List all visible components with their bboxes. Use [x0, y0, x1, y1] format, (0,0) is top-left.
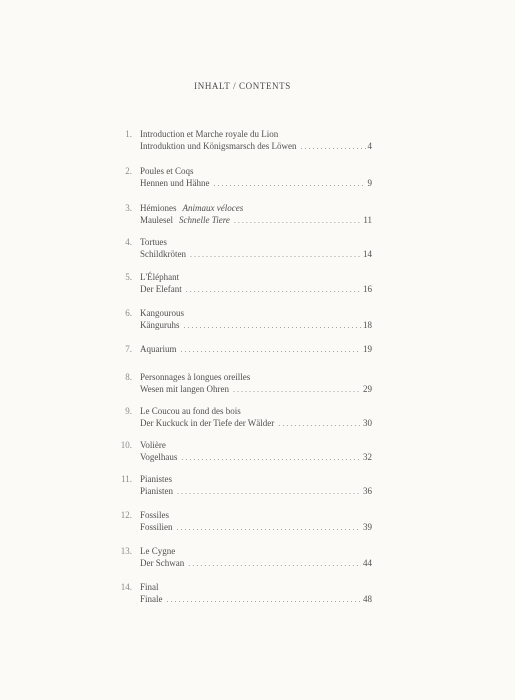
- toc-entry-french-title: [140, 581, 372, 593]
- toc-entry-french-title: [140, 307, 372, 319]
- toc-german-text: Der Schwan: [140, 558, 185, 568]
- toc-german-text: Finale: [140, 594, 163, 604]
- dot-leader: [177, 522, 361, 534]
- toc-entry: [110, 473, 372, 497]
- toc-entry: [110, 343, 372, 355]
- toc-page-number: 4: [367, 141, 372, 151]
- toc-entry-german-title: [140, 593, 372, 605]
- toc-page-number: 29: [363, 384, 372, 394]
- toc-entry: [110, 405, 372, 429]
- toc-entry-number: 4.: [125, 237, 132, 247]
- toc-page-number: 48: [363, 594, 372, 604]
- dot-leader: [167, 594, 362, 606]
- toc-french-text: Volière: [140, 440, 166, 450]
- toc-entry-number: 12.: [120, 510, 132, 520]
- toc-entry-french-title: [140, 545, 372, 557]
- toc-entry-number: 11.: [121, 474, 132, 484]
- toc-entry-number: 3.: [125, 203, 132, 213]
- toc-entry: [110, 271, 372, 295]
- toc-entry-german-title: [140, 214, 372, 226]
- dot-leader: [213, 178, 365, 190]
- toc-entry-german-title: [140, 417, 372, 429]
- toc-french-text: Kangourous: [140, 308, 184, 318]
- toc-french-text: Le Coucou au fond des bois: [140, 406, 241, 416]
- toc-page-number: 11: [363, 215, 372, 225]
- toc-entry-french-title: [140, 405, 372, 417]
- toc-entry-french-title: [140, 165, 372, 177]
- toc-entry-french-title: [140, 439, 372, 451]
- toc-entry-number: 6.: [125, 308, 132, 318]
- toc-entry: [110, 509, 372, 533]
- toc-german-subtitle: Schnelle Tiere: [179, 215, 230, 225]
- toc-german-text: Vogelhaus: [140, 452, 178, 462]
- toc-french-text: Personnages à longues oreilles: [140, 372, 251, 382]
- toc-entry-number: 10.: [120, 440, 132, 450]
- toc-page-number: 36: [363, 486, 372, 496]
- toc-entry-french-title: [140, 473, 372, 485]
- toc-entry-german-title: [140, 140, 372, 152]
- toc-french-text: Tortues: [140, 237, 167, 247]
- toc-entry-number: 9.: [125, 406, 132, 416]
- toc-entry-number: 1.: [125, 129, 132, 139]
- dot-leader: [181, 452, 361, 464]
- toc-entry: [110, 439, 372, 463]
- toc-entry-french-title: [140, 371, 372, 383]
- page-title: INHALT / CONTENTS: [194, 81, 291, 91]
- toc-entry-german-title: [140, 248, 372, 260]
- toc-entry-number: 7.: [125, 344, 132, 354]
- toc-french-text: Pianistes: [140, 474, 173, 484]
- toc-french-text: Le Cygne: [140, 546, 176, 556]
- dot-leader: [278, 418, 361, 430]
- toc-page-number: 9: [367, 178, 372, 188]
- toc-entry-number: 8.: [125, 372, 132, 382]
- toc-german-text: Introduktion und Königsmarsch des Löwen: [140, 141, 297, 151]
- toc-french-text: Hémiones: [140, 203, 177, 213]
- toc-entry: [110, 371, 372, 395]
- toc-entry-german-title: [140, 319, 372, 331]
- toc-german-text: Der Kuckuck in der Tiefe der Wälder: [140, 418, 275, 428]
- toc-entry-french-title: [140, 128, 372, 140]
- toc-german-text: Der Elefant: [140, 284, 182, 294]
- toc-entry: [110, 581, 372, 605]
- dot-leader: [190, 249, 361, 261]
- toc-entry-german-title: [140, 557, 372, 569]
- toc-entry: [110, 236, 372, 260]
- toc-german-text: Schildkröten: [140, 249, 186, 259]
- dot-leader: [177, 486, 361, 498]
- toc-entry-number: 14.: [120, 582, 132, 592]
- toc-page-number: 14: [363, 249, 372, 259]
- toc-page-number: 16: [363, 284, 372, 294]
- toc-entry-french-title: [140, 509, 372, 521]
- toc-page-number: 39: [363, 522, 372, 532]
- toc-page-number: 44: [363, 558, 372, 568]
- toc-french-text: Poules et Coqs: [140, 166, 194, 176]
- toc-entry-french-title: [140, 271, 372, 283]
- toc-german-text: Fossilien: [140, 522, 173, 532]
- toc-entry: [110, 165, 372, 189]
- toc-page-number: 30: [363, 418, 372, 428]
- dot-leader: [234, 215, 361, 227]
- toc-entry-german-title: [140, 343, 372, 355]
- toc-german-text: Aquarium: [140, 344, 177, 354]
- toc-french-text: Fossiles: [140, 510, 170, 520]
- toc-entry-german-title: [140, 283, 372, 295]
- toc-entry-number: 5.: [125, 272, 132, 282]
- toc-entry-french-title: [140, 236, 372, 248]
- toc-entry-german-title: [140, 383, 372, 395]
- toc-entry: [110, 545, 372, 569]
- toc-french-text: L'Éléphant: [140, 272, 180, 282]
- toc-french-text: Introduction et Marche royale du Lion: [140, 129, 279, 139]
- toc-entry-german-title: [140, 177, 372, 189]
- toc-page-number: 18: [363, 320, 372, 330]
- toc-page-number: 19: [363, 344, 372, 354]
- toc-french-text: Final: [140, 582, 159, 592]
- dot-leader: [186, 284, 361, 296]
- toc-entry-number: 2.: [125, 166, 132, 176]
- toc-german-text: Känguruhs: [140, 320, 180, 330]
- toc-entry-french-title: [140, 202, 372, 214]
- toc-german-text: Maulesel: [140, 215, 173, 225]
- toc-entry-german-title: [140, 451, 372, 463]
- toc-french-subtitle: Animaux véloces: [182, 203, 244, 213]
- dot-leader: [233, 384, 361, 396]
- toc-entry-german-title: [140, 521, 372, 533]
- dot-leader: [184, 320, 362, 332]
- toc-entry-german-title: [140, 485, 372, 497]
- toc-page-number: 32: [363, 452, 372, 462]
- dot-leader: [300, 141, 365, 153]
- toc-entry-number: 13.: [120, 546, 132, 556]
- toc-german-text: Pianisten: [140, 486, 173, 496]
- toc-german-text: Hennen und Hähne: [140, 178, 210, 188]
- dot-leader: [181, 344, 362, 356]
- toc-german-text: Wesen mit langen Ohren: [140, 384, 229, 394]
- toc-entry: [110, 128, 372, 152]
- toc-entry: [110, 202, 372, 226]
- dot-leader: [188, 558, 361, 570]
- toc-entry: [110, 307, 372, 331]
